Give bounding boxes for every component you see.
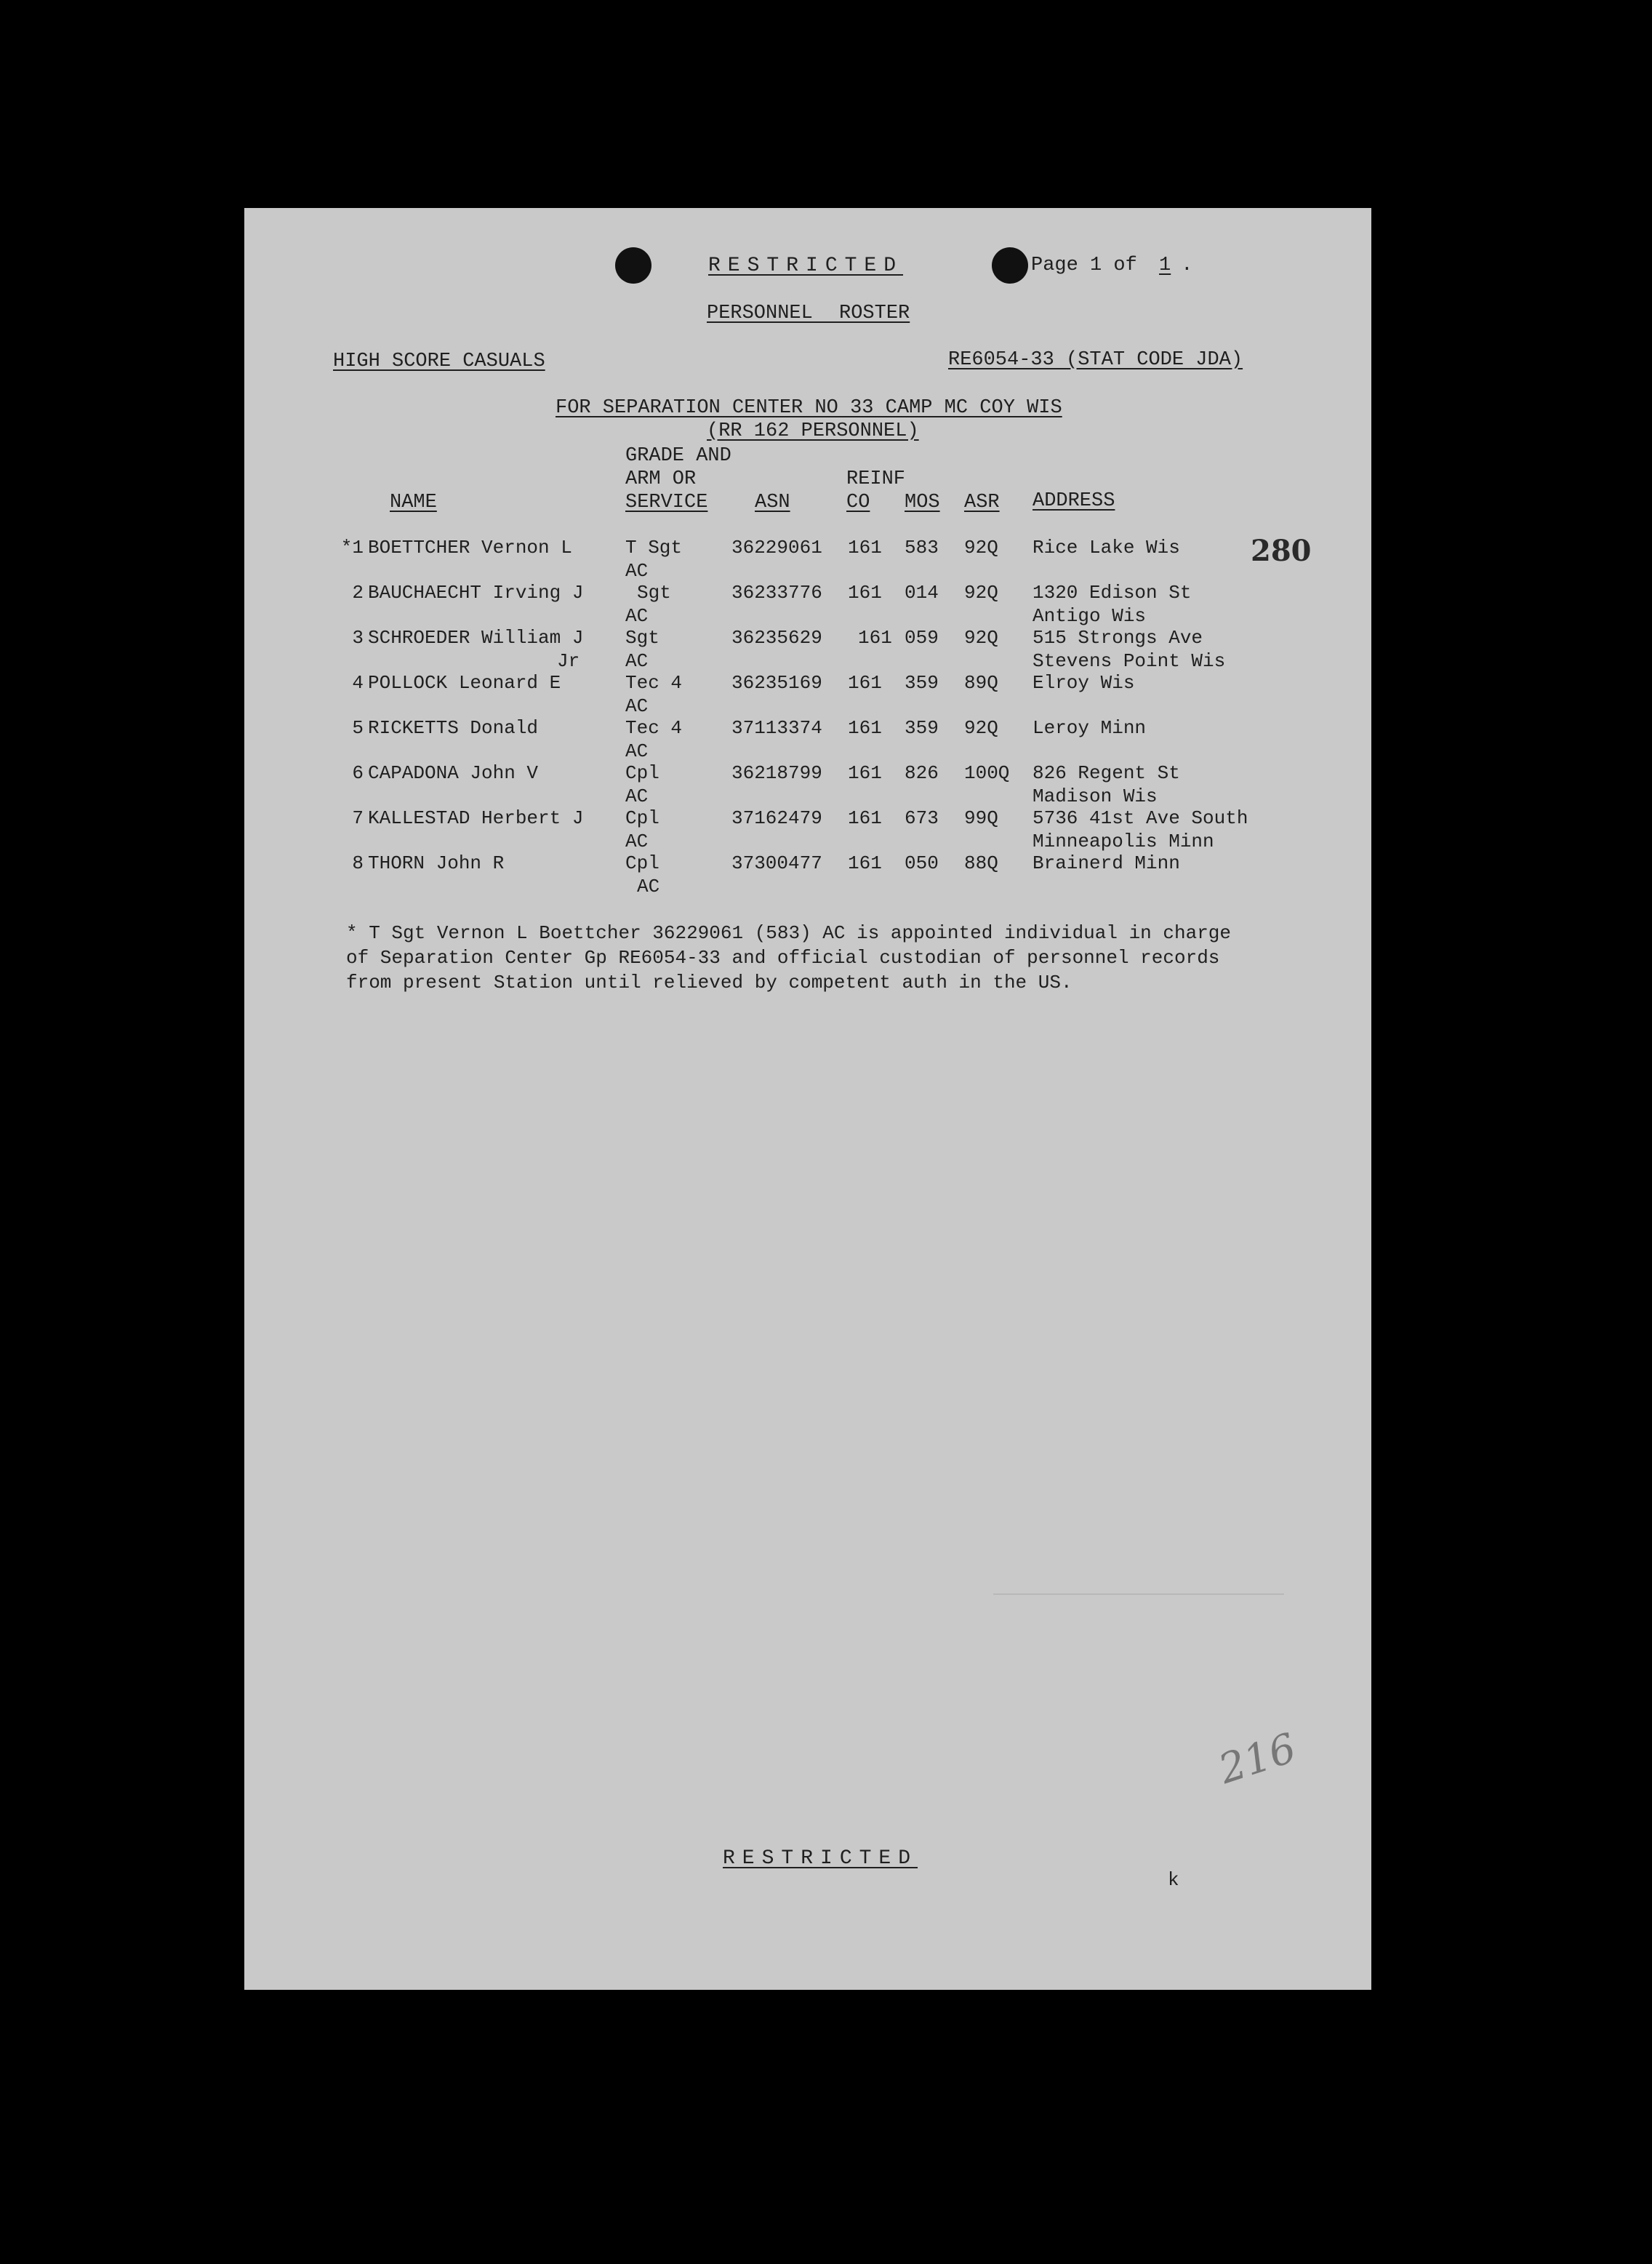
col-grade-line2: ARM OR — [625, 468, 697, 490]
row-name: POLLOCK Leonard E — [368, 672, 561, 694]
punch-hole-left — [615, 247, 651, 284]
group-code: RE6054-33 (STAT CODE JDA) — [948, 349, 1243, 371]
row-name: BOETTCHER Vernon L — [368, 537, 572, 559]
row-number: 8 — [352, 852, 364, 874]
row-mos: 673 — [905, 807, 939, 829]
table-row — [244, 582, 1371, 628]
row-arm: AC — [625, 605, 649, 627]
destination-sub: (RR 162 PERSONNEL) — [707, 420, 919, 442]
row-asr: 88Q — [964, 852, 998, 874]
handwritten-number: 216 — [1213, 1724, 1302, 1793]
row-address-1: Rice Lake Wis — [1032, 537, 1180, 559]
row-mos: 059 — [905, 627, 939, 649]
table-row — [244, 672, 1371, 719]
row-co: 161 — [848, 852, 882, 874]
stamp-number: 280 — [1251, 534, 1312, 568]
row-asr: 92Q — [964, 627, 998, 649]
row-name: KALLESTAD Herbert J — [368, 807, 584, 829]
classification-header: RESTRICTED — [708, 255, 904, 277]
row-asn: 37162479 — [731, 807, 822, 829]
row-asn: 36235629 — [731, 627, 822, 649]
row-co: 161 — [848, 537, 882, 559]
row-address-1: 5736 41st Ave South — [1032, 807, 1248, 829]
row-address-1: Brainerd Minn — [1032, 852, 1180, 874]
col-co-line1: REINF — [846, 468, 906, 490]
row-number: *1 — [340, 537, 364, 559]
row-number: 7 — [352, 807, 364, 829]
page-indicator — [1031, 255, 1192, 276]
row-asn: 37300477 — [731, 852, 822, 874]
row-asr: 92Q — [964, 717, 998, 739]
roster-title: PERSONNEL ROSTER — [707, 303, 910, 324]
row-mos: 583 — [905, 537, 939, 559]
row-number: 5 — [352, 717, 364, 739]
group-name: HIGH SCORE CASUALS — [333, 351, 545, 372]
table-row — [244, 537, 1371, 583]
row-asn: 36218799 — [731, 762, 822, 784]
row-address-1: Leroy Minn — [1032, 717, 1147, 739]
punch-hole-right — [992, 247, 1028, 284]
row-asr: 99Q — [964, 807, 998, 829]
row-address-1: 515 Strongs Ave — [1032, 627, 1203, 649]
row-asn: 36229061 — [731, 537, 822, 559]
row-co: 161 — [858, 627, 892, 649]
row-name: THORN John R — [368, 852, 505, 874]
col-asn: ASN — [755, 492, 790, 513]
row-address-2: Stevens Point Wis — [1032, 650, 1226, 672]
row-arm: AC — [625, 740, 649, 762]
row-arm: AC — [625, 650, 649, 672]
col-address: ADDRESS — [1032, 490, 1115, 512]
row-co: 161 — [848, 807, 882, 829]
row-asr: 89Q — [964, 672, 998, 694]
row-name: RICKETTS Donald — [368, 717, 539, 739]
row-arm: AC — [625, 695, 649, 717]
row-address-1: Elroy Wis — [1032, 672, 1135, 694]
row-arm: AC — [625, 560, 649, 582]
roster-page — [244, 208, 1371, 1990]
col-asr: ASR — [964, 492, 1000, 513]
row-grade: Cpl — [625, 762, 659, 784]
row-address-2: Minneapolis Minn — [1032, 831, 1214, 852]
page-end: . — [1181, 255, 1193, 276]
table-row — [244, 762, 1371, 809]
row-asn: 36235169 — [731, 672, 822, 694]
row-asr: 92Q — [964, 537, 998, 559]
row-co: 161 — [848, 672, 882, 694]
row-address-2: Antigo Wis — [1032, 605, 1147, 627]
page-label: Page 1 of — [1031, 255, 1137, 276]
row-arm: AC — [625, 785, 649, 807]
row-grade: Tec 4 — [625, 672, 683, 694]
row-co: 161 — [848, 582, 882, 604]
row-grade: Sgt — [637, 582, 671, 604]
row-asr: 92Q — [964, 582, 998, 604]
col-mos: MOS — [905, 492, 940, 513]
row-asr: 100Q — [964, 762, 1010, 784]
footnote-line-3: from present Station until relieved by competent auth in the US. — [346, 972, 1072, 993]
row-asn: 36233776 — [731, 582, 822, 604]
row-name-suffix: Jr — [557, 650, 580, 672]
row-grade: T Sgt — [625, 537, 683, 559]
table-row — [244, 717, 1371, 764]
col-grade-line3: SERVICE — [625, 492, 708, 513]
row-co: 161 — [848, 717, 882, 739]
row-mos: 826 — [905, 762, 939, 784]
page-total: 1 — [1159, 255, 1171, 276]
faint-line — [993, 1593, 1284, 1595]
row-number: 6 — [352, 762, 364, 784]
row-mos: 014 — [905, 582, 939, 604]
row-grade: Cpl — [625, 807, 659, 829]
row-address-1: 826 Regent St — [1032, 762, 1180, 784]
corner-mark: k — [1168, 1869, 1179, 1891]
row-name: SCHROEDER William J — [368, 627, 584, 649]
row-mos: 359 — [905, 717, 939, 739]
row-number: 4 — [352, 672, 364, 694]
row-grade: Tec 4 — [625, 717, 683, 739]
row-address-2: Madison Wis — [1032, 785, 1158, 807]
row-asn: 37113374 — [731, 717, 822, 739]
col-co-line2: CO — [846, 492, 870, 513]
row-arm: AC — [637, 876, 660, 897]
row-name: CAPADONA John V — [368, 762, 539, 784]
footnote-line-2: of Separation Center Gp RE6054-33 and official custodian of personnel records — [346, 947, 1220, 969]
row-name: BAUCHAECHT Irving J — [368, 582, 584, 604]
row-grade: Sgt — [625, 627, 659, 649]
row-address-1: 1320 Edison St — [1032, 582, 1192, 604]
row-grade: Cpl — [625, 852, 659, 874]
classification-footer: RESTRICTED — [723, 1847, 918, 1870]
row-arm: AC — [625, 831, 649, 852]
row-number: 2 — [352, 582, 364, 604]
table-row — [244, 807, 1371, 854]
footnote-line-1: * T Sgt Vernon L Boettcher 36229061 (583) AC is appointed individual in charge — [346, 922, 1231, 944]
col-grade-line1: GRADE AND — [625, 445, 731, 467]
row-number: 3 — [352, 627, 364, 649]
table-row — [244, 852, 1371, 899]
row-co: 161 — [848, 762, 882, 784]
row-mos: 359 — [905, 672, 939, 694]
row-mos: 050 — [905, 852, 939, 874]
destination: FOR SEPARATION CENTER NO 33 CAMP MC COY WIS — [556, 397, 1062, 419]
col-name: NAME — [390, 492, 437, 513]
table-row — [244, 627, 1371, 673]
